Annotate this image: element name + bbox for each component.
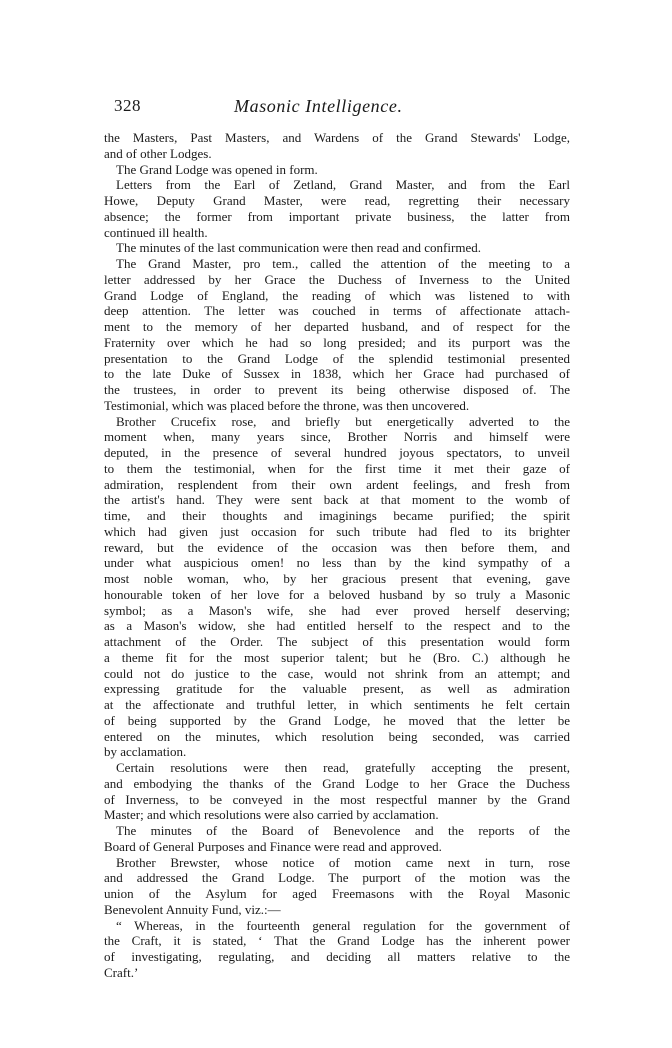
page-header [114,96,562,120]
text-line: union of the Asylum for aged Freemasons with the Royal Masonic [104,886,570,901]
text-line: to them the testimonial, when for the first time it met their gaze of [104,460,570,476]
text-line: ment to the memory of her departed husband, and of respect for the [104,319,570,334]
text-line: and embodying the thanks of the Grand Lodge to her Grace the Duchess [104,775,570,791]
text-line: The minutes of the Board of Benevolence and the reports of the [116,823,570,838]
text-line: and addressed the Grand Lodge. The purport of the motion was the [104,870,570,886]
text-line: the trustees, in order to prevent its being otherwise disposed of. The [104,382,570,397]
text-line: Benevolent Annuity Fund, viz.:— [104,901,281,917]
running-title: Masonic Intelligence. [234,96,403,116]
text-line: The Grand Master, pro tem., called the attention of the meeting to a [116,256,570,271]
text-line: presentation to the Grand Lodge of the splendid testimonial presented [104,350,570,366]
text-line: the artist's hand. They were sent back at that moment to the womb of [104,492,570,508]
text-line: attachment of the Order. The subject of this presentation would form [104,634,570,649]
text-line: time, and their thoughts and imaginings became purified; the spirit [104,508,570,523]
text-line: Craft.’ [104,964,139,980]
text-line: Brother Crucefix rose, and briefly but energetically adverted to the [116,413,570,429]
text-line: Certain resolutions were then read, gratefully accepting the present, [116,760,570,775]
text-line: under what auspicious omen! no less than by the kind sympathy of a [104,555,570,571]
text-line: symbol; as a Mason's wife, she had ever proved herself deserving; [104,602,570,618]
text-line: and of other Lodges. [104,145,212,161]
text-line: entered on the minutes, which resolution being seconded, was carried [104,728,570,744]
body-text [104,130,570,981]
text-line: expressing gratitude for the valuable present, as well as admiration [104,681,570,697]
text-line: of Inverness, to be conveyed in the most respectful manner by the Grand [104,791,570,807]
text-line: “ Whereas, in the fourteenth general regulation for the government of [116,917,570,933]
text-line: could not do justice to the case, would not shrink from an attempt; and [104,665,570,681]
text-line: letter addressed by her Grace the Duchess of Inverness to the United [104,271,570,287]
text-line: which had given just occasion for such tribute had fled to its brighter [104,523,570,539]
text-line: Master; and which resolutions were also carried by acclamation. [104,807,439,823]
text-line: Grand Lodge of England, the reading of which was listened to with [104,287,570,303]
text-line: deep attention. The letter was couched in terms of affectionate attach- [104,303,570,319]
text-line: Howe, Deputy Grand Master, were read, regretting their necessary [104,193,570,208]
text-line: of investigating, regulating, and deciding all matters relative to the [104,949,570,964]
text-line: the Masters, Past Masters, and Wardens of the Grand Stewards' Lodge, [104,130,570,145]
text-line: most noble woman, who, by her gracious present that evening, gave [104,571,570,586]
text-line: The Grand Lodge was opened in form. [116,161,318,177]
text-line: absence; the former from important private business, the latter from [104,208,570,224]
text-line: Board of General Purposes and Finance were read and approved. [104,838,442,854]
text-line: the Craft, it is stated, ‘ That the Grand Lodge has the inherent power [104,933,570,949]
text-line: admiration, resplendent from their own ardent feelings, and fresh from [104,476,570,492]
text-line: continued ill health. [104,224,208,240]
text-line: Testimonial, which was placed before the throne, was then uncovered. [104,397,470,413]
text-line: moment when, many years since, Brother Norris and himself were [104,429,570,445]
text-line: Fraternity over which he had so long presided; and its purport was the [104,334,570,350]
text-line: a theme fit for the most superior talent; but he (Bro. C.) although he [104,649,570,665]
text-line: at the affectionate and truthful letter, in which sentiments he felt certain [104,697,570,712]
page-number: 328 [114,96,141,115]
text-line: honourable token of her love for a beloved husband by so truly a Masonic [104,586,570,602]
text-line: deputed, in the presence of several hundred joyous spectators, to unveil [104,445,570,460]
text-line: as a Mason's widow, she had entitled herself to the respect and to the [104,618,570,634]
text-line: reward, but the evidence of the occasion was then before them, and [104,539,570,555]
text-line: Letters from the Earl of Zetland, Grand Master, and from the Earl [116,177,570,193]
text-line: to the late Duke of Sussex in 1838, which her Grace had purchased of [104,366,570,382]
text-line: Brother Brewster, whose notice of motion came next in turn, rose [116,854,570,870]
text-line: of being supported by the Grand Lodge, he moved that the letter be [104,712,570,728]
text-line: by acclamation. [104,744,187,760]
text-line: The minutes of the last communication were then read and confirmed. [116,240,481,256]
